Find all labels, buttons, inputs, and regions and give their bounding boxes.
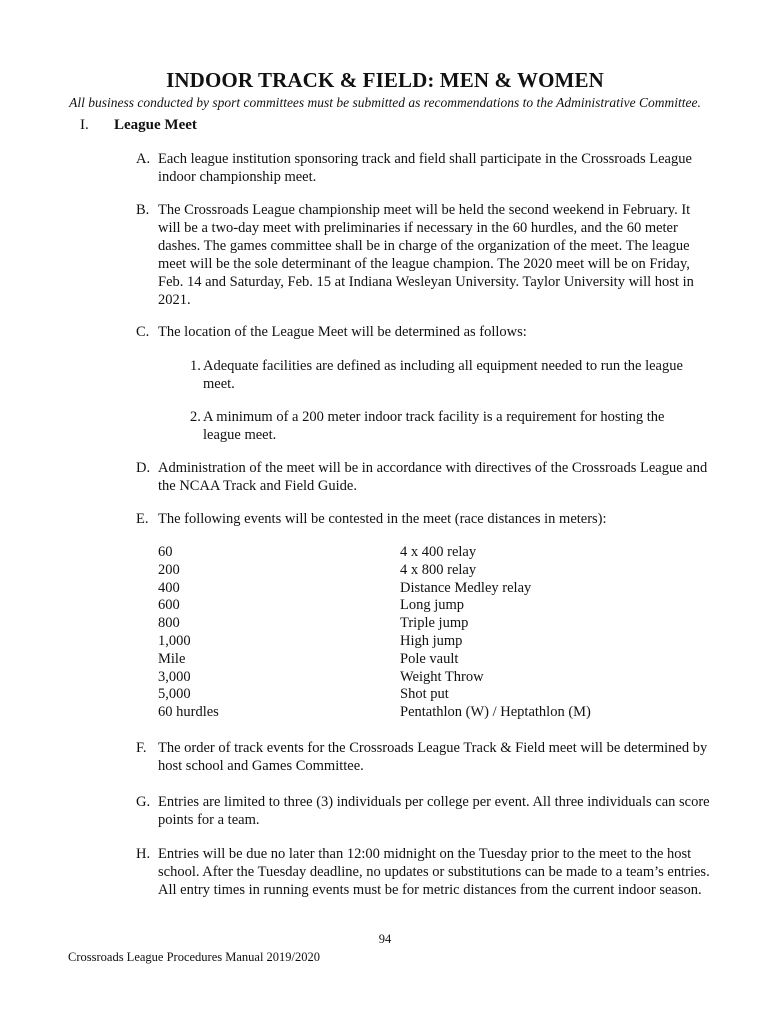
section-number: I. [80, 117, 89, 133]
subitem-text: Adequate facilities are defined as including all equipment needed to run the league meet. [203, 358, 683, 392]
event-row [158, 580, 678, 598]
item-text: The following events will be contested in the meet (race distances in meters): [158, 511, 607, 527]
track-event: 1,000 [158, 632, 191, 649]
item-h [136, 845, 716, 899]
item-text: Entries are limited to three (3) individuals per college per event. All three individuals can score points for a team. [158, 794, 710, 828]
event-row [158, 651, 678, 669]
item-b [136, 201, 716, 309]
document-subtitle: All business conducted by sport committees must be submitted as recommendations to the Administrative Committee. [69, 95, 701, 110]
event-row [158, 669, 678, 687]
section-title: League Meet [114, 117, 197, 133]
subitem-number: 1. [190, 358, 201, 374]
field-event: 4 x 400 relay [400, 544, 477, 560]
item-text: Each league institution sponsoring track and field shall participate in the Crossroads League indoor championship meet. [158, 151, 692, 185]
item-letter: G. [136, 794, 151, 810]
item-d [136, 459, 716, 495]
item-c [136, 323, 716, 341]
item-letter: D. [136, 460, 151, 476]
page-number: 94 [378, 932, 392, 946]
field-event: Triple jump [400, 615, 469, 632]
field-event: 4 x 800 relay [400, 561, 477, 578]
item-letter: B. [136, 202, 150, 218]
track-event: 5,000 [158, 686, 191, 703]
item-text: The location of the League Meet will be determined as follows: [158, 324, 527, 340]
field-event: Pentathlon (W) / Heptathlon (M) [400, 704, 591, 721]
event-row [158, 562, 678, 580]
item-letter: H. [136, 846, 151, 862]
item-text: The Crossroads League championship meet will be held the second weekend in February. It will be a two-day meet with preliminaries if necessary in the 60 hurdles, and the 60 meter dashes. The games committee shall be in charge of the organization of the meet. The league meet will be the sole determinant of the league champion. The 2020 meet will be on Friday, Feb. 14 and Saturday, Feb. 15 at Indiana Wesleyan University. Taylor University will host in 2021. [158, 202, 694, 308]
item-e [136, 510, 716, 528]
event-row [158, 615, 678, 633]
event-row [158, 544, 678, 562]
track-event: 3,000 [158, 668, 191, 685]
field-event: Long jump [400, 597, 465, 614]
subitem-1 [190, 357, 700, 393]
item-a [136, 150, 716, 186]
track-event: 600 [158, 597, 180, 614]
field-event: Pole vault [400, 650, 459, 667]
item-letter: E. [136, 511, 149, 527]
subitem-text: A minimum of a 200 meter indoor track facility is a requirement for hosting the league meet. [203, 409, 665, 443]
event-row [158, 597, 678, 615]
track-event: 800 [158, 615, 180, 632]
item-letter: C. [136, 324, 150, 340]
field-event: Weight Throw [400, 668, 484, 685]
track-event: 60 hurdles [158, 704, 219, 721]
section-heading [80, 117, 197, 134]
item-letter: A. [136, 151, 151, 167]
item-letter: F. [136, 740, 147, 756]
event-row [158, 686, 678, 704]
item-g [136, 793, 716, 829]
subitem-number: 2. [190, 409, 201, 425]
event-row [158, 704, 678, 722]
track-event: 400 [158, 579, 180, 596]
events-table [158, 544, 678, 722]
item-f [136, 739, 716, 775]
item-text: Entries will be due no later than 12:00 midnight on the Tuesday prior to the meet to the host school. After the Tuesday deadline, no updates or substitutions can be made to a team’s entries. All entry times in running events must be for metric distances from the current indoor season. [158, 846, 710, 898]
track-event: 200 [158, 561, 180, 578]
track-event: 60 [158, 544, 173, 560]
field-event: High jump [400, 632, 463, 649]
item-text: Administration of the meet will be in accordance with directives of the Crossroads League and the NCAA Track and Field Guide. [158, 460, 708, 494]
subitem-2 [190, 408, 700, 444]
event-row [158, 633, 678, 651]
track-event: Mile [158, 650, 186, 667]
field-event: Shot put [400, 686, 449, 703]
field-event: Distance Medley relay [400, 579, 532, 596]
document-title: INDOOR TRACK & FIELD: MEN & WOMEN [166, 68, 604, 92]
item-text: The order of track events for the Crossroads League Track & Field meet will be determined by host school and Games Committee. [158, 740, 708, 774]
page-footer: Crossroads League Procedures Manual 2019/2020 [68, 950, 321, 964]
